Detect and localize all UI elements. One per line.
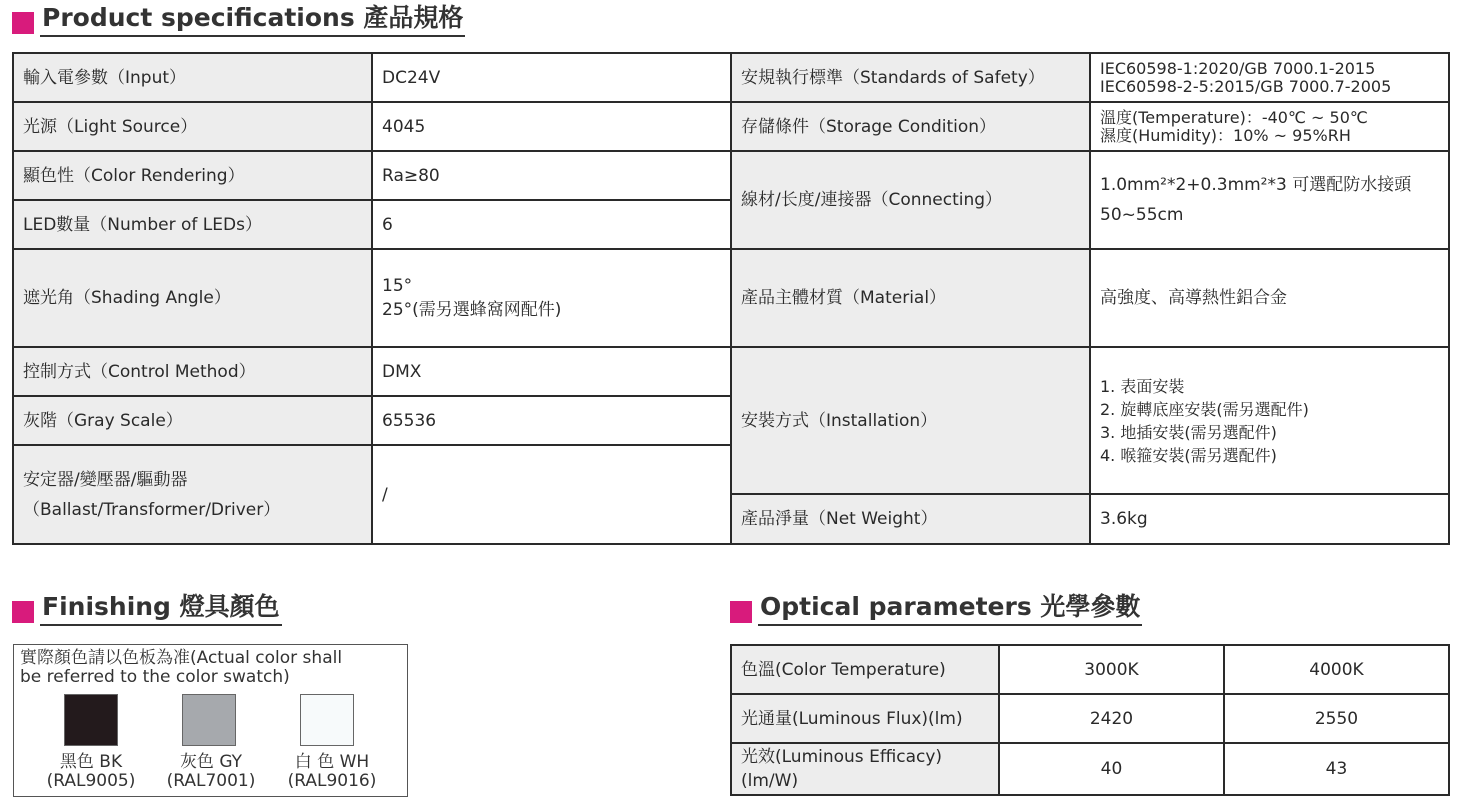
spec-label-installation: 安裝方式（Installation）	[731, 347, 1090, 494]
spec-divider	[730, 52, 732, 545]
swatch-name: 黑色 BK	[59, 752, 123, 772]
spec-divider	[12, 346, 731, 348]
finishing-note-line-2: be referred to the color swatch)	[20, 667, 290, 687]
spec-divider	[12, 150, 731, 152]
spec-value-driver: /	[372, 445, 731, 544]
driver-label-line-1: 安定器/變壓器/驅動器	[23, 469, 188, 490]
spec-divider	[730, 493, 1450, 495]
swatch-white	[300, 694, 354, 746]
installation-item: 4. 喉箍安裝(需另選配件)	[1100, 445, 1277, 465]
optical-value: 4000K	[1224, 645, 1449, 694]
driver-label-line-2: （Ballast/Transformer/Driver）	[23, 499, 281, 520]
swatch-label-black	[31, 753, 151, 791]
spec-label-color-rendering: 顯色性（Color Rendering）	[13, 151, 372, 200]
swatch-label-white	[272, 753, 392, 791]
spec-value-input: DC24V	[372, 53, 731, 102]
optical-value: 2550	[1224, 694, 1449, 743]
swatch-code: (RAL9005)	[46, 771, 136, 791]
optical-divider	[1223, 644, 1225, 796]
section-marker-icon	[12, 12, 34, 34]
spec-divider	[1089, 52, 1091, 545]
optical-value: 43	[1224, 743, 1449, 795]
finishing-title: Finishing 燈具顏色	[40, 592, 282, 626]
spec-value-material: 高強度、高導熱性鋁合金	[1090, 249, 1449, 347]
spec-divider	[371, 52, 373, 545]
spec-label-net-weight: 產品淨量（Net Weight）	[731, 494, 1090, 544]
spec-value-gray-scale: 65536	[372, 396, 731, 445]
spec-label-storage: 存儲條件（Storage Condition）	[731, 102, 1090, 151]
spec-divider	[730, 101, 1450, 103]
storage-line-2: 濕度(Humidity)：10% ~ 95%RH	[1100, 125, 1351, 145]
spec-divider	[12, 101, 731, 103]
spec-divider	[12, 395, 731, 397]
spec-label-safety: 安規執行標準（Standards of Safety）	[731, 53, 1090, 102]
optical-value: 40	[999, 743, 1224, 795]
shading-angle-line-2: 25°(需另選蜂窩网配件)	[382, 300, 562, 320]
spec-divider	[730, 346, 1450, 348]
spec-value-led-count: 6	[372, 200, 731, 249]
spec-label-control-method: 控制方式（Control Method）	[13, 347, 372, 396]
spec-label-led-count: LED數量（Number of LEDs）	[13, 200, 372, 249]
spec-label-input: 輸入電參數（Input）	[13, 53, 372, 102]
storage-line-1: 溫度(Temperature)：-40℃ ~ 50℃	[1100, 107, 1368, 127]
swatch-name: 白 色 WH	[294, 752, 370, 772]
swatch-code: (RAL9016)	[287, 771, 377, 791]
spec-label-light-source: 光源（Light Source）	[13, 102, 372, 151]
section-marker-icon	[12, 601, 34, 623]
spec-value-light-source: 4045	[372, 102, 731, 151]
safety-line-1: IEC60598-1:2020/GB 7000.1-2015	[1100, 58, 1376, 78]
installation-item: 3. 地插安裝(需另選配件)	[1100, 422, 1277, 442]
swatch-gray	[182, 694, 236, 746]
spec-value-color-rendering: Ra≥80	[372, 151, 731, 200]
connecting-line-2: 50~55cm	[1100, 205, 1184, 225]
optical-title: Optical parameters 光學參數	[758, 592, 1142, 626]
finishing-heading	[12, 592, 282, 626]
spec-label-gray-scale: 灰階（Gray Scale）	[13, 396, 372, 445]
spec-divider	[12, 444, 731, 446]
spec-value-control-method: DMX	[372, 347, 731, 396]
safety-line-2: IEC60598-2-5:2015/GB 7000.7-2005	[1100, 76, 1392, 96]
installation-item: 2. 旋轉底座安裝(需另選配件)	[1100, 399, 1309, 419]
spec-divider	[730, 248, 1450, 250]
spec-divider	[12, 199, 731, 201]
optical-label-luminous-efficacy: 光效(Luminous Efficacy)(lm/W)	[731, 743, 999, 795]
optical-label-color-temperature: 色溫(Color Temperature)	[731, 645, 999, 694]
finishing-note-line-1: 實際顏色請以色板為准(Actual color shall	[20, 648, 343, 668]
spec-label-shading-angle: 遮光角（Shading Angle）	[13, 249, 372, 347]
spec-title: Product specifications 產品規格	[40, 3, 465, 37]
spec-divider	[730, 150, 1450, 152]
spec-label-material: 產品主體材質（Material）	[731, 249, 1090, 347]
installation-item: 1. 表面安裝	[1100, 376, 1185, 396]
swatch-name: 灰色 GY	[179, 752, 243, 772]
shading-angle-line-1: 15°	[382, 276, 413, 296]
optical-heading	[730, 592, 1142, 626]
swatch-black	[64, 694, 118, 746]
optical-label-luminous-flux: 光通量(Luminous Flux)(lm)	[731, 694, 999, 743]
swatch-label-gray	[151, 753, 271, 791]
spec-value-net-weight: 3.6kg	[1090, 494, 1449, 544]
connecting-line-1: 1.0mm²*2+0.3mm²*3 可選配防水接頭	[1100, 175, 1412, 195]
optical-value: 2420	[999, 694, 1224, 743]
optical-divider	[730, 742, 1450, 744]
finishing-note	[20, 649, 395, 687]
optical-divider	[998, 644, 1000, 796]
swatch-code: (RAL7001)	[166, 771, 256, 791]
optical-value: 3000K	[999, 645, 1224, 694]
spec-heading	[12, 3, 465, 37]
optical-table-border	[730, 644, 1450, 796]
spec-label-connecting: 線材/长度/連接器（Connecting）	[731, 151, 1090, 249]
spec-divider	[12, 248, 731, 250]
section-marker-icon	[730, 601, 752, 623]
optical-divider	[730, 693, 1450, 695]
